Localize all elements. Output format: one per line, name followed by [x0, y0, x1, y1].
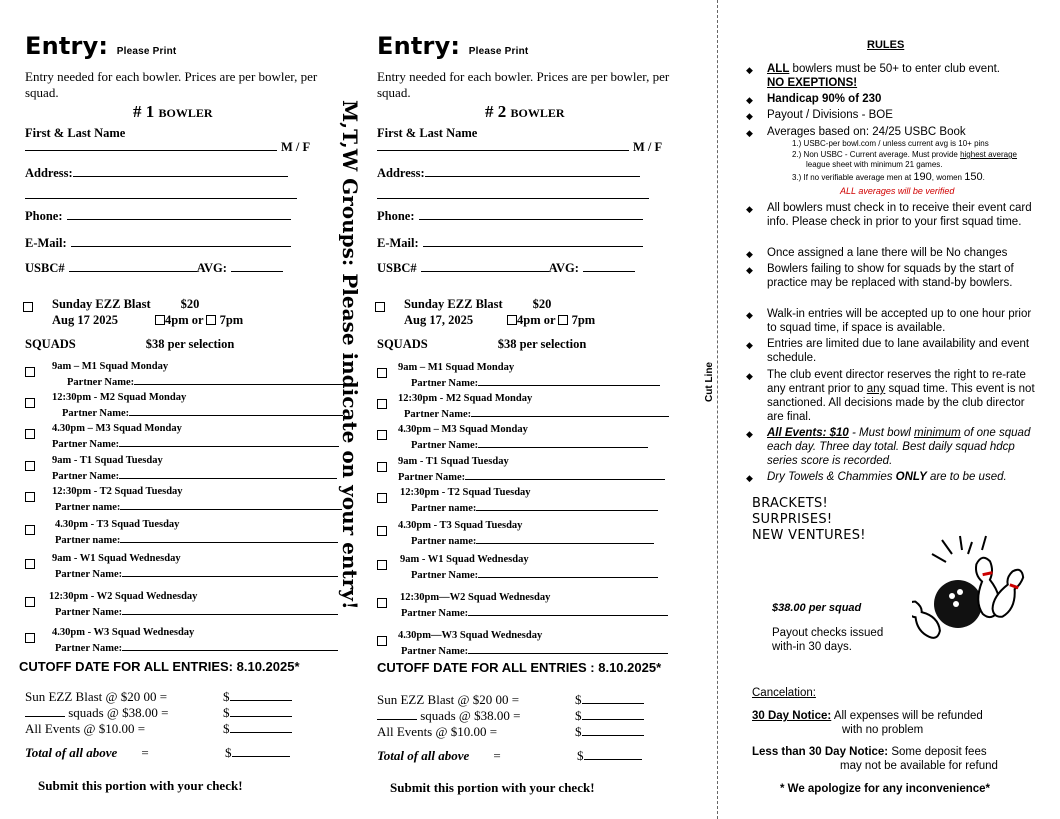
email-field[interactable]: E-Mail: — [377, 234, 643, 252]
phone-field[interactable]: Phone: — [25, 207, 291, 225]
address-line-2[interactable] — [377, 186, 649, 204]
squad-checkbox[interactable] — [25, 593, 35, 611]
sunday-title: Sunday EZZ Blast $20 — [404, 297, 552, 311]
entry-form-bowler-1 — [19, 0, 345, 819]
checkbox-7pm — [558, 315, 568, 325]
squad-label: 12:30pm - T2 Squad Tuesday — [400, 487, 531, 498]
promo-text: BRACKETS! SURPRISES! NEW VENTURES! — [752, 496, 866, 543]
avg-label: AVG: — [196, 261, 227, 275]
vertical-banner: M,T,W Groups: Please indicate on your entry! — [338, 100, 362, 610]
total-allevents-line[interactable]: All Events @ $10.00 = $ — [377, 724, 645, 740]
squad-checkbox[interactable] — [377, 458, 387, 476]
cutoff-date: CUTOFF DATE FOR ALL ENTRIES: 8.10.2025* — [19, 659, 300, 674]
rule-director: The club event director reserves the right to re-rate any entrant prior to any squad time. This event is not sanctioned. All decisions made by the club director are final. — [767, 369, 1035, 423]
checkbox-4pm — [155, 315, 165, 325]
cutoff-date: CUTOFF DATE FOR ALL ENTRIES : 8.10.2025* — [377, 660, 662, 675]
rules-title: RULES — [867, 39, 905, 51]
squad-checkbox[interactable] — [25, 425, 35, 443]
checkbox-4pm — [507, 315, 517, 325]
partner-name-field[interactable]: Partner name: — [55, 532, 338, 546]
sunday-checkbox[interactable] — [23, 298, 33, 316]
rule-payout: Payout / Divisions - BOE — [767, 109, 893, 121]
email-field[interactable]: E-Mail: — [25, 234, 291, 252]
address-line-2[interactable] — [25, 186, 297, 204]
name-row: First & Last Name — [25, 126, 126, 140]
partner-name-field[interactable]: Partner name: — [411, 500, 658, 514]
time-choice[interactable]: 4pm or 7pm — [507, 313, 595, 328]
diamond-bullet-icon: ◆ — [746, 371, 753, 381]
diamond-bullet-icon: ◆ — [746, 340, 753, 350]
rule-all-events: All Events: $10 - Must bowl minimum of one squad each day. Three day total. Best daily squad hdcp series score is recorded. — [767, 427, 1031, 467]
total-sun-line[interactable]: Sun EZZ Blast @ $20 00 = $ — [25, 689, 293, 705]
squad-checkbox[interactable] — [25, 457, 35, 475]
partner-name-field[interactable]: Partner Name: — [55, 640, 338, 654]
bowler-heading: # 1 BOWLER — [133, 102, 213, 121]
squad-label: 9am - W1 Squad Wednesday — [52, 553, 181, 564]
diamond-bullet-icon: ◆ — [746, 95, 753, 105]
total-squads-line[interactable]: squads @ $38.00 = $ — [377, 708, 645, 724]
squad-label: 4.30pm - W3 Squad Wednesday — [52, 627, 195, 638]
squad-label: 4.30pm – M3 Squad Monday — [52, 423, 182, 434]
squad-label: 12:30pm - W2 Squad Wednesday — [49, 591, 198, 602]
promo-price: $38.00 per squad — [772, 602, 862, 614]
squad-label: 4.30pm - T3 Squad Tuesday — [55, 519, 180, 530]
phone-field[interactable]: Phone: — [377, 207, 643, 225]
please-print-note: Please Print — [116, 46, 177, 57]
squad-label: 9am - W1 Squad Wednesday — [400, 554, 529, 565]
name-row: First & Last Name — [377, 126, 478, 140]
partner-name-field[interactable]: Partner Name: — [67, 374, 350, 388]
total-all-line[interactable]: Total of all above = $ — [377, 748, 645, 764]
partner-name-field[interactable]: Partner Name: — [401, 605, 668, 619]
diamond-bullet-icon: ◆ — [746, 111, 753, 121]
usbc-field[interactable]: USBC# AVG: — [377, 259, 635, 277]
rule-limited: Entries are limited due to lane availability and event schedule. — [767, 338, 1030, 364]
squad-checkbox[interactable] — [377, 426, 387, 444]
usbc-field[interactable]: USBC# AVG: — [25, 259, 283, 277]
address-field[interactable]: Address: — [25, 164, 288, 182]
submit-note: Submit this portion with your check! — [38, 778, 243, 793]
squad-label: 9am – M1 Squad Monday — [398, 362, 515, 373]
cancel-30-b: with no problem — [842, 724, 924, 736]
sunday-checkbox[interactable] — [375, 298, 385, 316]
rule-lane: Once assigned a lane there will be No changes — [767, 247, 1008, 259]
partner-name-field[interactable]: Partner Name: — [411, 567, 658, 581]
squad-label: 12:30pm - M2 Squad Monday — [52, 392, 187, 403]
entry-intro: Entry needed for each bowler. Prices are per bowler, per squad. — [25, 69, 318, 100]
squads-header: SQUADS $38 per selection — [25, 337, 235, 351]
submit-note: Submit this portion with your check! — [390, 780, 595, 795]
diamond-bullet-icon: ◆ — [746, 473, 753, 483]
squad-label: 9am - T1 Squad Tuesday — [52, 455, 163, 466]
rule-averages-3: 3.) If no verifiable average men at 190, women 150. — [792, 171, 985, 183]
bowler-heading: # 2 BOWLER — [485, 102, 565, 121]
cancel-lt30: Less than 30 Day Notice: Some deposit fees — [752, 746, 987, 758]
squads-header: SQUADS $38 per selection — [377, 337, 587, 351]
squad-label: 4.30pm—W3 Squad Wednesday — [398, 630, 543, 641]
squad-label: 9am – M1 Squad Monday — [52, 361, 169, 372]
gender-label: M / F — [633, 140, 663, 154]
partner-name-field[interactable]: Partner Name: — [401, 643, 668, 657]
rule-averages: Averages based on: 24/25 USBC Book — [767, 126, 966, 138]
partner-name-field[interactable]: Partner Name: — [404, 406, 669, 420]
rule-averages-2b: league sheet with minimum 21 games. — [806, 160, 943, 169]
rule-towels: Dry Towels & Chammies ONLY are to be used. — [767, 471, 1007, 483]
squad-label: 12:30pm - M2 Squad Monday — [398, 393, 533, 404]
rule-checkin: All bowlers must check in to receive their event card info. Please check in prior to your first squad time. — [767, 202, 1032, 228]
total-allevents-line[interactable]: All Events @ $10.00 = $ — [25, 721, 293, 737]
diamond-bullet-icon: ◆ — [746, 429, 753, 439]
rule-averages-1: 1.) USBC-per bowl.com / unless current avg is 10+ pins — [792, 139, 989, 148]
diamond-bullet-icon: ◆ — [746, 65, 753, 75]
partner-name-field[interactable]: Partner Name: — [411, 437, 648, 451]
diamond-bullet-icon: ◆ — [746, 265, 753, 275]
rule-age: ALL bowlers must be 50+ to enter club event. NO EXEPTIONS! — [767, 63, 1000, 89]
cut-line-label: Cut Line — [704, 362, 715, 402]
squad-checkbox[interactable] — [377, 395, 387, 413]
squad-label: 9am - T1 Squad Tuesday — [398, 456, 509, 467]
cancel-lt30-b: may not be available for refund — [840, 760, 998, 772]
cancel-30: 30 Day Notice: All expenses will be refunded — [752, 710, 983, 722]
rule-averages-verified: ALL averages will be verified — [840, 186, 955, 196]
partner-name-field[interactable]: Partner name: — [411, 533, 654, 547]
name-field[interactable] — [377, 138, 662, 156]
name-field[interactable] — [25, 138, 310, 156]
total-all-line[interactable]: Total of all above = $ — [25, 745, 293, 761]
total-sun-line[interactable]: Sun EZZ Blast @ $20 00 = $ — [377, 692, 645, 708]
partner-name-field[interactable]: Partner Name: — [398, 469, 665, 483]
sunday-date: Aug 17, 2025 — [404, 313, 474, 327]
diamond-bullet-icon: ◆ — [746, 249, 753, 259]
squad-checkbox[interactable] — [377, 594, 387, 612]
payout-note: Payout checks issued with-in 30 days. — [772, 627, 884, 653]
squad-checkbox[interactable] — [377, 522, 387, 540]
rule-handicap: Handicap 90% of 230 — [767, 93, 882, 105]
partner-name-field[interactable]: Partner Name: — [55, 566, 338, 580]
cancel-title: Cancelation: — [752, 687, 816, 699]
squad-checkbox[interactable] — [25, 488, 35, 506]
partner-name-field[interactable]: Partner name: — [55, 499, 342, 513]
diamond-bullet-icon: ◆ — [746, 204, 753, 214]
sunday-title: Sunday EZZ Blast $20 — [52, 297, 200, 311]
entry-heading: Entry: Please Print — [25, 32, 177, 60]
squad-checkbox[interactable] — [25, 363, 35, 381]
partner-name-field[interactable]: Partner Name: — [55, 604, 338, 618]
diamond-bullet-icon: ◆ — [746, 310, 753, 320]
please-print-note: Please Print — [468, 46, 529, 57]
squad-label: 12:30pm—W2 Squad Wednesday — [400, 592, 551, 603]
avg-label: AVG: — [548, 261, 579, 275]
rule-walkin: Walk-in entries will be accepted up to one hour prior to squad time, if space is available. — [767, 308, 1032, 334]
sunday-date: Aug 17 2025 — [52, 313, 118, 327]
entry-form-bowler-2 — [377, 0, 697, 819]
squad-checkbox[interactable] — [25, 555, 35, 573]
partner-name-field[interactable]: Partner Name: — [52, 468, 337, 482]
address-field[interactable]: Address: — [377, 164, 640, 182]
apology: * We apologize for any inconvenience* — [780, 783, 991, 795]
partner-name-field[interactable]: Partner Name: — [411, 375, 660, 389]
squad-checkbox[interactable] — [25, 394, 35, 412]
time-choice[interactable]: 4pm or 7pm — [155, 313, 243, 328]
squad-label: 4.30pm - T3 Squad Tuesday — [398, 520, 523, 531]
diamond-bullet-icon: ◆ — [746, 128, 753, 138]
squad-checkbox[interactable] — [377, 632, 387, 650]
squad-checkbox[interactable] — [25, 629, 35, 647]
rule-averages-2: 2.) Non USBC - Current average. Must provide highest average — [792, 150, 1018, 159]
squad-label: 12:30pm - T2 Squad Tuesday — [52, 486, 183, 497]
gender-label: M / F — [281, 140, 311, 154]
squad-checkbox[interactable] — [377, 489, 387, 507]
bowling-pins-icon — [912, 532, 1034, 642]
partner-name-field[interactable]: Partner Name: — [52, 436, 339, 450]
entry-heading: Entry: Please Print — [377, 32, 529, 60]
rule-no-show: Bowlers failing to show for squads by the start of practice may be replaced with stand-by bowlers. — [767, 263, 1014, 289]
checkbox-7pm — [206, 315, 216, 325]
entry-intro: Entry needed for each bowler. Prices are per bowler, per squad. — [377, 69, 670, 100]
squad-checkbox[interactable] — [377, 364, 387, 382]
squad-checkbox[interactable] — [25, 521, 35, 539]
total-squads-line[interactable]: squads @ $38.00 = $ — [25, 705, 293, 721]
partner-name-field[interactable]: Partner Name: — [62, 405, 343, 419]
squad-label: 4.30pm – M3 Squad Monday — [398, 424, 528, 435]
squad-checkbox[interactable] — [377, 556, 387, 574]
